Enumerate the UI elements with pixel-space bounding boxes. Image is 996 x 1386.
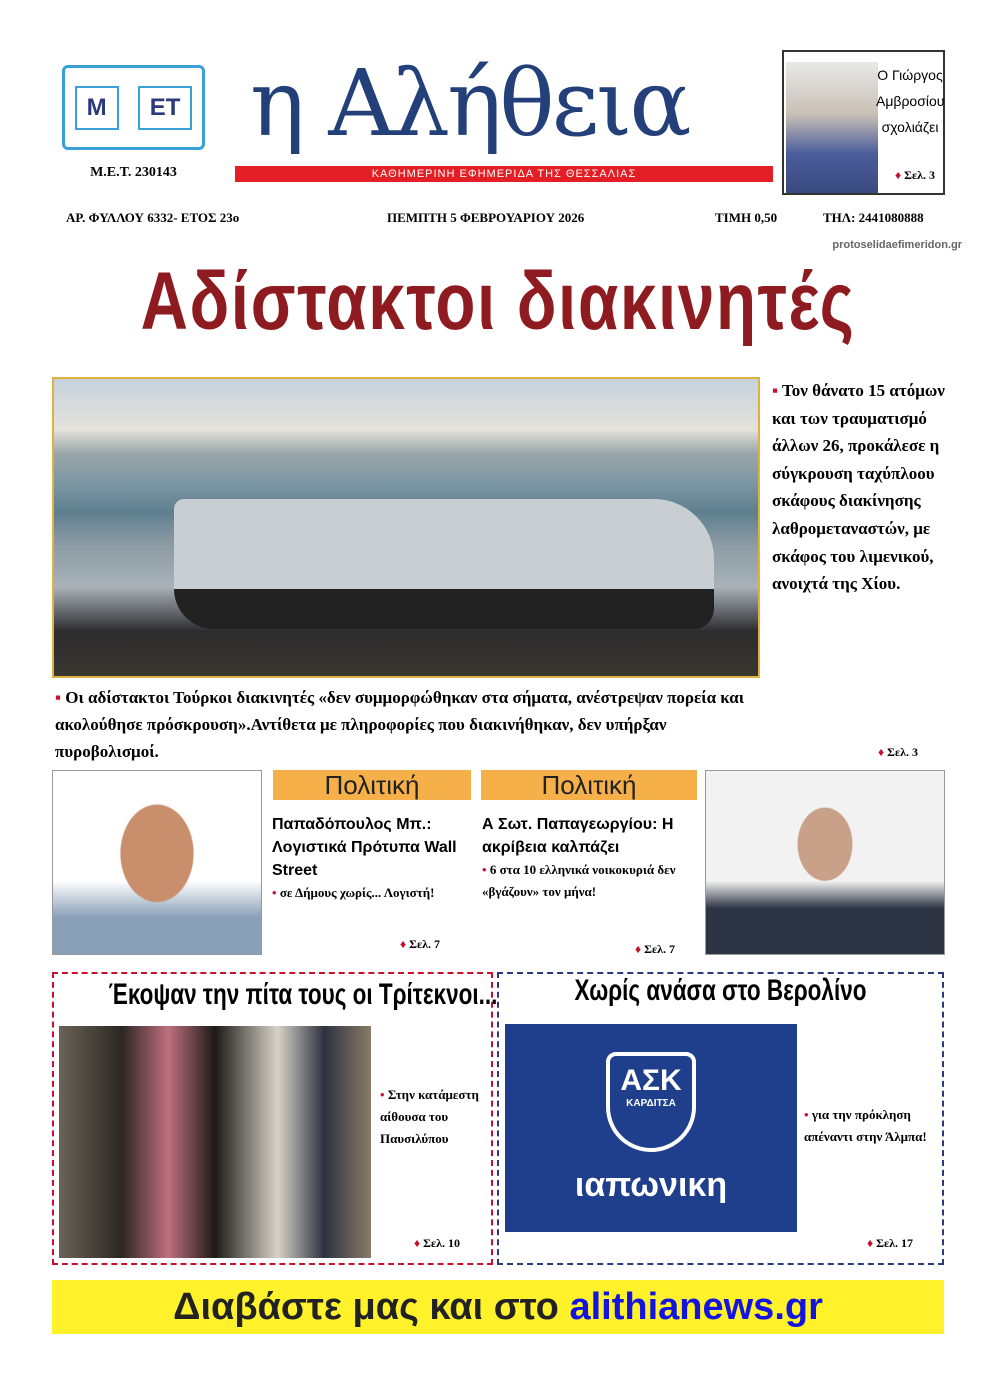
politics-story-2[interactable] bbox=[482, 813, 700, 903]
price: ΤΙΜΗ 0,50 bbox=[715, 210, 778, 225]
columnist-page: Σελ. 3 bbox=[904, 168, 935, 182]
bullet-icon: • bbox=[804, 1107, 812, 1122]
tab-politics-2[interactable]: Πολιτική bbox=[481, 770, 697, 800]
lead-photo[interactable] bbox=[52, 377, 760, 678]
politics-story-2-page: Σελ. 7 bbox=[644, 942, 675, 956]
bullet-icon: ▪ bbox=[55, 688, 66, 707]
boat-image bbox=[174, 499, 714, 629]
diamond-icon: ♦ bbox=[635, 942, 645, 956]
diamond-icon: ♦ bbox=[878, 745, 888, 759]
source-watermark: protoselidaefimeridon.gr bbox=[832, 239, 962, 251]
met-number: Μ.Ε.Τ. 230143 bbox=[90, 165, 177, 180]
issue-number: ΑΡ. ΦΥΛΛΟΥ 6332- ΕΤΟΣ 23ο bbox=[66, 210, 240, 225]
story-left-page: Σελ. 10 bbox=[423, 1236, 460, 1250]
diamond-icon: ♦ bbox=[414, 1236, 424, 1250]
logo-text: ΑΣΚ bbox=[620, 1064, 682, 1097]
ask-karditsa-logo bbox=[505, 1024, 797, 1232]
bullet-icon: • bbox=[380, 1087, 388, 1102]
met-logo bbox=[62, 65, 205, 150]
issue-date: ΠΕΜΠΤΗ 5 ΦΕΒΡΟΥΑΡΙΟΥ 2026 bbox=[387, 210, 585, 225]
website-banner[interactable] bbox=[52, 1280, 944, 1334]
story-right-text: για την πρόκληση απέναντι στην Άλμπα! bbox=[804, 1107, 927, 1144]
columnist-text: Ο Γιώργος Αμβροσίου σχολιάζει bbox=[876, 67, 945, 135]
bullet-icon: • bbox=[482, 862, 490, 877]
politician-photo-left bbox=[52, 770, 262, 955]
story-right-title: Χωρίς ανάσα στο Βερολίνο bbox=[574, 974, 867, 1007]
bullet-icon: ▪ bbox=[772, 381, 782, 400]
lead-page: Σελ. 3 bbox=[887, 745, 918, 759]
diamond-icon: ♦ bbox=[867, 1236, 877, 1250]
masthead-title: η Αλήθεια bbox=[250, 50, 689, 157]
politics-story-1-text: σε Δήμους χωρίς... Λογιστή! bbox=[279, 885, 435, 900]
politics-story-2-title: Α Σωτ. Παπαγεωργίου: Η ακρίβεια καλπάζει bbox=[482, 816, 674, 856]
lead-side-text bbox=[772, 377, 947, 598]
story-left-photo bbox=[59, 1026, 371, 1258]
met-logo-left: Μ bbox=[75, 86, 119, 130]
story-box-left[interactable] bbox=[52, 972, 498, 1265]
politics-story-2-text: 6 στα 10 ελληνικά νοικοκυριά δεν «βγάζουν» τον μήνα! bbox=[482, 862, 676, 899]
story-right-page: Σελ. 17 bbox=[876, 1236, 913, 1250]
politician-photo-right bbox=[705, 770, 945, 955]
diamond-icon: ♦ bbox=[400, 937, 410, 951]
main-headline[interactable]: Αδίστακτοι διακινητές bbox=[140, 256, 856, 347]
met-logo-right: ΕΤ bbox=[138, 86, 193, 130]
sponsor-text: ιαπωνικη bbox=[574, 1166, 728, 1204]
story-left-title: Έκοψαν την πίτα τους οι Τρίτεκνοι... bbox=[108, 978, 498, 1011]
columnist-box[interactable] bbox=[782, 50, 945, 195]
story-box-right[interactable] bbox=[497, 972, 944, 1265]
politics-story-1-title: Παπαδόπουλος Μπ.: Λογιστικά Πρότυπα Wall Street bbox=[272, 816, 457, 879]
website-link[interactable]: alithianews.gr bbox=[569, 1286, 823, 1328]
lead-caption bbox=[55, 684, 755, 765]
banner-text: Διαβάστε μας και στο bbox=[173, 1286, 559, 1328]
phone: ΤΗΛ: 2441080888 bbox=[823, 210, 924, 225]
lead-caption-text: Οι αδίστακτοι Τούρκοι διακινητές «δεν συμμορφώθηκαν στα σήματα, ανέστρεψαν πορεία και ακολούθησε πρόσκρουση».Αντίθετα με πληροφορίες που διακινήθηκαν, δεν υπήρξαν πυροβολισμοί. bbox=[55, 688, 745, 761]
bullet-icon: • bbox=[272, 885, 280, 900]
tab-politics-1[interactable]: Πολιτική bbox=[273, 770, 471, 800]
masthead-tagline: ΚΑΘΗΜΕΡΙΝΗ ΕΦΗΜΕΡΙΔΑ ΤΗΣ ΘΕΣΣΑΛΙΑΣ bbox=[235, 166, 773, 182]
columnist-photo bbox=[786, 62, 878, 193]
logo-subtext: ΚΑΡΔΙΤΣΑ bbox=[626, 1098, 676, 1109]
politics-story-1[interactable] bbox=[272, 813, 472, 904]
story-left-text: Στην κατάμεστη αίθουσα του Παυσιλύπου bbox=[380, 1087, 479, 1146]
politics-story-1-page: Σελ. 7 bbox=[409, 937, 440, 951]
diamond-icon: ♦ bbox=[895, 168, 905, 182]
lead-side-text-body: Τον θάνατο 15 ατόμων και των τραυματισμό άλλων 26, προκάλεσε η σύγκρουση ταχύπλοου σκάφους διακίνησης λαθρομεταναστών, με σκάφος του λιμενικού, ανοιχτά της Χίου. bbox=[772, 381, 945, 594]
